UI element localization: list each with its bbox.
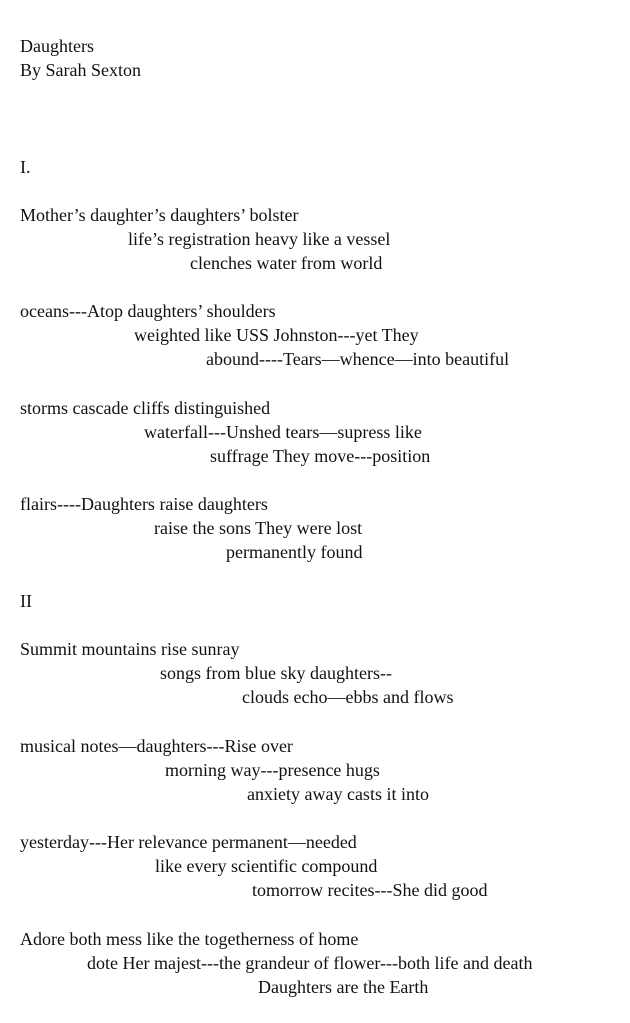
poem-line: morning way---presence hugs [165, 760, 380, 780]
poem-line: permanently found [226, 542, 363, 562]
poem-byline: By Sarah Sexton [20, 60, 141, 80]
poem-line: waterfall---Unshed tears—supress like [144, 422, 422, 442]
section-heading: I. [20, 157, 31, 177]
poem-line: Adore both mess like the togetherness of home [20, 929, 359, 949]
poem-line: songs from blue sky daughters-- [160, 663, 392, 683]
poem-line: Summit mountains rise sunray [20, 639, 240, 659]
poem-line: life’s registration heavy like a vessel [128, 229, 391, 249]
poem-title: Daughters [20, 36, 94, 56]
poem-line: weighted like USS Johnston---yet They [134, 325, 419, 345]
poem-line: flairs----Daughters raise daughters [20, 494, 268, 514]
poem-line: Mother’s daughter’s daughters’ bolster [20, 205, 299, 225]
section-heading: II [20, 591, 32, 611]
poem-line: like every scientific compound [155, 856, 378, 876]
poem-line: dote Her majest---the grandeur of flower---both life and death [87, 953, 533, 973]
poem-line: storms cascade cliffs distinguished [20, 398, 271, 418]
poem-line: Daughters are the Earth [258, 977, 429, 997]
poem-line: musical notes—daughters---Rise over [20, 736, 293, 756]
poem-line: clouds echo—ebbs and flows [242, 687, 454, 707]
poem-line: yesterday---Her relevance permanent—needed [20, 832, 357, 852]
poem-line: anxiety away casts it into [247, 784, 429, 804]
poem-line: abound----Tears—whence—into beautiful [206, 349, 510, 369]
poem-line: clenches water from world [190, 253, 383, 273]
poem-line: raise the sons They were lost [154, 518, 363, 538]
poem-line: tomorrow recites---She did good [252, 880, 488, 900]
poem-line: oceans---Atop daughters’ shoulders [20, 301, 276, 321]
poem-line: suffrage They move---position [210, 446, 431, 466]
